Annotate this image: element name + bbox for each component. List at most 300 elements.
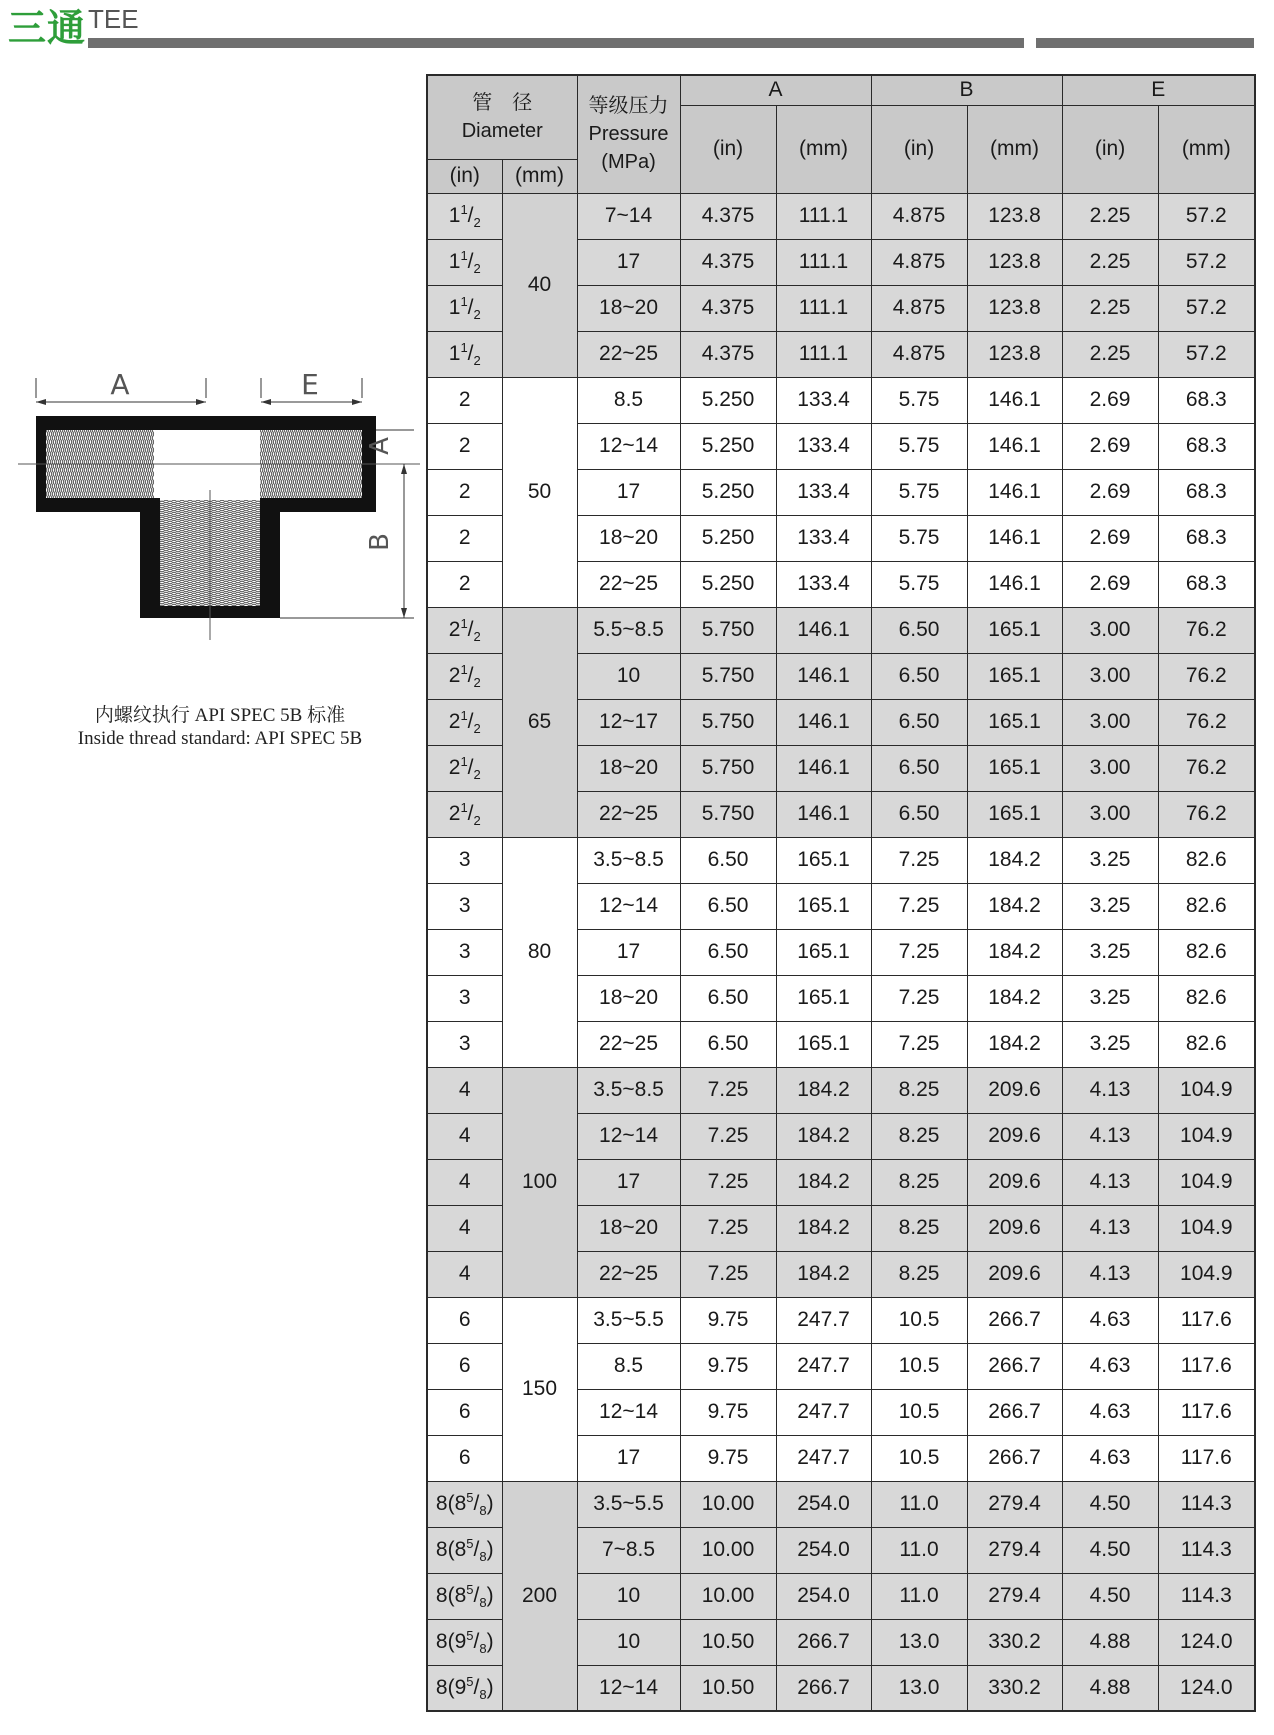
cell-b-mm: 279.4 bbox=[967, 1573, 1062, 1619]
cell-b-mm: 184.2 bbox=[967, 929, 1062, 975]
cell-b-mm: 184.2 bbox=[967, 1021, 1062, 1067]
cell-a-mm: 165.1 bbox=[776, 975, 871, 1021]
cell-e-mm: 82.6 bbox=[1158, 1021, 1255, 1067]
size-in-whole: 8(9 bbox=[435, 1629, 467, 1653]
cell-size-mm: 40 bbox=[502, 193, 577, 377]
header-a: A bbox=[680, 75, 871, 105]
cell-a-mm: 165.1 bbox=[776, 929, 871, 975]
cell-a-in: 6.50 bbox=[680, 837, 776, 883]
cell-p: 7~14 bbox=[577, 193, 680, 239]
cell-e-in: 2.25 bbox=[1062, 193, 1158, 239]
cell-p: 10 bbox=[577, 1573, 680, 1619]
cell-e-mm: 117.6 bbox=[1158, 1435, 1255, 1481]
tee-body bbox=[36, 416, 376, 618]
cell-p: 17 bbox=[577, 1159, 680, 1205]
cell-a-in: 5.250 bbox=[680, 469, 776, 515]
cell-b-mm: 209.6 bbox=[967, 1067, 1062, 1113]
cell-e-in: 4.13 bbox=[1062, 1251, 1158, 1297]
header-rule bbox=[88, 38, 1024, 48]
cell-b-in: 8.25 bbox=[871, 1113, 967, 1159]
cell-e-in: 4.50 bbox=[1062, 1573, 1158, 1619]
size-in-denominator: 2 bbox=[473, 215, 481, 231]
cell-a-mm: 247.7 bbox=[776, 1389, 871, 1435]
cell-e-mm: 104.9 bbox=[1158, 1113, 1255, 1159]
size-in-numerator: 5 bbox=[466, 1627, 474, 1643]
cell-b-mm: 165.1 bbox=[967, 653, 1062, 699]
cell-e-mm: 117.6 bbox=[1158, 1389, 1255, 1435]
header-diameter-mm: (mm) bbox=[502, 159, 577, 193]
dimension-label-a-side: A bbox=[365, 437, 395, 455]
size-in-whole: 2 bbox=[458, 388, 471, 411]
cell-e-mm: 68.3 bbox=[1158, 377, 1255, 423]
cell-a-mm: 184.2 bbox=[776, 1205, 871, 1251]
size-in-denominator: 8 bbox=[479, 1641, 487, 1657]
cell-b-in: 11.0 bbox=[871, 1527, 967, 1573]
cell-e-in: 4.50 bbox=[1062, 1527, 1158, 1573]
cell-a-mm: 111.1 bbox=[776, 239, 871, 285]
cell-size-in bbox=[427, 1159, 502, 1205]
cell-e-in: 3.00 bbox=[1062, 607, 1158, 653]
cell-p: 22~25 bbox=[577, 331, 680, 377]
size-in-whole: 6 bbox=[458, 1400, 471, 1423]
size-in-whole: 1 bbox=[448, 249, 461, 273]
size-in-whole: 2 bbox=[448, 709, 461, 733]
cell-e-mm: 82.6 bbox=[1158, 929, 1255, 975]
cell-b-mm: 209.6 bbox=[967, 1251, 1062, 1297]
size-in-denominator: 2 bbox=[473, 767, 481, 783]
cell-p: 5.5~8.5 bbox=[577, 607, 680, 653]
size-in-whole: 3 bbox=[458, 894, 471, 917]
cell-a-mm: 184.2 bbox=[776, 1251, 871, 1297]
size-in-tail: ) bbox=[486, 1491, 494, 1515]
header-a-mm: (mm) bbox=[776, 105, 871, 193]
caption-cn: 内螺纹执行 API SPEC 5B 标准 bbox=[94, 705, 346, 726]
cell-a-in: 4.375 bbox=[680, 239, 776, 285]
cell-b-in: 10.5 bbox=[871, 1389, 967, 1435]
cell-p: 17 bbox=[577, 469, 680, 515]
cell-e-mm: 68.3 bbox=[1158, 423, 1255, 469]
cell-p: 18~20 bbox=[577, 1205, 680, 1251]
cell-a-mm: 247.7 bbox=[776, 1343, 871, 1389]
size-in-whole: 2 bbox=[458, 526, 471, 549]
size-in-whole: 3 bbox=[458, 848, 471, 871]
cell-p: 22~25 bbox=[577, 1251, 680, 1297]
cell-b-mm: 165.1 bbox=[967, 745, 1062, 791]
cell-e-mm: 82.6 bbox=[1158, 975, 1255, 1021]
cell-size-mm: 200 bbox=[502, 1481, 577, 1711]
cell-p: 12~14 bbox=[577, 1389, 680, 1435]
cell-e-in: 4.63 bbox=[1062, 1435, 1158, 1481]
cell-b-mm: 165.1 bbox=[967, 607, 1062, 653]
size-in-numerator: 1 bbox=[460, 661, 468, 677]
cell-size-in: $8(9^5/_8)$ bbox=[427, 1665, 502, 1711]
cell-b-in: 11.0 bbox=[871, 1573, 967, 1619]
size-in-denominator: 2 bbox=[473, 813, 481, 829]
cell-size-mm: 80 bbox=[502, 837, 577, 1067]
cell-e-mm: 117.6 bbox=[1158, 1297, 1255, 1343]
cell-b-in: 4.875 bbox=[871, 193, 967, 239]
cell-a-in: 9.75 bbox=[680, 1343, 776, 1389]
header-b-in: (in) bbox=[871, 105, 967, 193]
cell-e-mm: 76.2 bbox=[1158, 745, 1255, 791]
cell-b-mm: 123.8 bbox=[967, 193, 1062, 239]
cell-a-mm: 146.1 bbox=[776, 791, 871, 837]
cell-b-in: 10.5 bbox=[871, 1343, 967, 1389]
cell-size-in bbox=[427, 423, 502, 469]
cell-b-in: 4.875 bbox=[871, 285, 967, 331]
size-in-denominator: 2 bbox=[473, 261, 481, 277]
dimension-label-a: A bbox=[110, 368, 130, 401]
cell-e-mm: 57.2 bbox=[1158, 331, 1255, 377]
cell-e-in: 2.25 bbox=[1062, 239, 1158, 285]
cell-a-mm: 146.1 bbox=[776, 607, 871, 653]
cell-b-mm: 123.8 bbox=[967, 285, 1062, 331]
cell-b-mm: 279.4 bbox=[967, 1481, 1062, 1527]
header-diameter-in: (in) bbox=[427, 159, 502, 193]
cell-a-mm: 111.1 bbox=[776, 193, 871, 239]
cell-e-in: 4.13 bbox=[1062, 1159, 1158, 1205]
size-in-denominator: 8 bbox=[479, 1549, 487, 1565]
cell-a-in: 7.25 bbox=[680, 1205, 776, 1251]
size-in-whole: 6 bbox=[458, 1308, 471, 1331]
cell-p: 3.5~8.5 bbox=[577, 1067, 680, 1113]
cell-p: 3.5~8.5 bbox=[577, 837, 680, 883]
cell-b-mm: 330.2 bbox=[967, 1665, 1062, 1711]
cell-b-in: 5.75 bbox=[871, 515, 967, 561]
cell-e-mm: 76.2 bbox=[1158, 607, 1255, 653]
cell-a-in: 7.25 bbox=[680, 1113, 776, 1159]
cell-e-mm: 114.3 bbox=[1158, 1527, 1255, 1573]
cell-b-mm: 209.6 bbox=[967, 1113, 1062, 1159]
cell-size-in bbox=[427, 1251, 502, 1297]
cell-a-mm: 146.1 bbox=[776, 745, 871, 791]
size-in-numerator: 5 bbox=[466, 1489, 474, 1505]
size-in-whole: 1 bbox=[448, 341, 461, 365]
cell-size-in: $2^1/_2$ bbox=[427, 699, 502, 745]
size-in-numerator: 5 bbox=[466, 1673, 474, 1689]
cell-a-in: 6.50 bbox=[680, 1021, 776, 1067]
cell-a-mm: 184.2 bbox=[776, 1159, 871, 1205]
size-in-numerator: 1 bbox=[460, 293, 468, 309]
cell-e-in: 2.25 bbox=[1062, 285, 1158, 331]
cell-e-mm: 104.9 bbox=[1158, 1205, 1255, 1251]
size-in-whole: 2 bbox=[448, 801, 461, 825]
cell-size-mm: 100 bbox=[502, 1067, 577, 1297]
cell-e-in: 3.25 bbox=[1062, 883, 1158, 929]
header-diameter-cn: 管 径 bbox=[472, 92, 533, 115]
cell-size-in bbox=[427, 975, 502, 1021]
cell-p: 10 bbox=[577, 1619, 680, 1665]
cell-a-in: 4.375 bbox=[680, 285, 776, 331]
cell-size-in: $1^1/_2$ bbox=[427, 285, 502, 331]
cell-a-in: 6.50 bbox=[680, 883, 776, 929]
cell-a-mm: 111.1 bbox=[776, 331, 871, 377]
size-in-whole: 4 bbox=[458, 1170, 471, 1193]
cell-size-in bbox=[427, 883, 502, 929]
cell-a-in: 10.00 bbox=[680, 1527, 776, 1573]
header-pressure bbox=[577, 75, 680, 193]
cell-e-in: 2.69 bbox=[1062, 469, 1158, 515]
cell-p: 22~25 bbox=[577, 561, 680, 607]
cell-b-mm: 146.1 bbox=[967, 515, 1062, 561]
cell-a-mm: 133.4 bbox=[776, 561, 871, 607]
size-in-numerator: 1 bbox=[460, 753, 468, 769]
cell-b-in: 4.875 bbox=[871, 331, 967, 377]
cell-a-mm: 165.1 bbox=[776, 883, 871, 929]
cell-e-mm: 68.3 bbox=[1158, 469, 1255, 515]
cell-a-in: 7.25 bbox=[680, 1067, 776, 1113]
cell-p: 8.5 bbox=[577, 377, 680, 423]
cell-b-in: 6.50 bbox=[871, 607, 967, 653]
cell-e-in: 4.13 bbox=[1062, 1067, 1158, 1113]
cell-p: 7~8.5 bbox=[577, 1527, 680, 1573]
cell-p: 17 bbox=[577, 239, 680, 285]
cell-a-mm: 146.1 bbox=[776, 699, 871, 745]
size-in-whole: 1 bbox=[448, 295, 461, 319]
cell-b-in: 5.75 bbox=[871, 561, 967, 607]
size-in-numerator: 1 bbox=[460, 615, 468, 631]
cell-a-in: 5.250 bbox=[680, 515, 776, 561]
cell-b-in: 6.50 bbox=[871, 653, 967, 699]
cell-e-mm: 114.3 bbox=[1158, 1573, 1255, 1619]
header-b: B bbox=[871, 75, 1062, 105]
size-in-denominator: 2 bbox=[473, 629, 481, 645]
header-e-in: (in) bbox=[1062, 105, 1158, 193]
spec-table-body bbox=[427, 193, 1255, 1711]
cell-e-in: 3.00 bbox=[1062, 791, 1158, 837]
header-e: E bbox=[1062, 75, 1255, 105]
cell-b-mm: 266.7 bbox=[967, 1343, 1062, 1389]
cell-size-in bbox=[427, 1021, 502, 1067]
cell-size-in bbox=[427, 1343, 502, 1389]
cell-b-in: 7.25 bbox=[871, 1021, 967, 1067]
size-in-whole: 2 bbox=[458, 572, 471, 595]
cell-e-mm: 57.2 bbox=[1158, 285, 1255, 331]
cell-b-in: 5.75 bbox=[871, 377, 967, 423]
cell-e-in: 3.00 bbox=[1062, 699, 1158, 745]
size-in-whole: 2 bbox=[448, 617, 461, 641]
cell-b-in: 8.25 bbox=[871, 1205, 967, 1251]
cell-e-in: 4.13 bbox=[1062, 1205, 1158, 1251]
cell-a-in: 5.250 bbox=[680, 561, 776, 607]
cell-e-mm: 117.6 bbox=[1158, 1343, 1255, 1389]
cell-p: 12~14 bbox=[577, 1665, 680, 1711]
cell-e-in: 4.63 bbox=[1062, 1389, 1158, 1435]
cell-a-in: 9.75 bbox=[680, 1297, 776, 1343]
cell-size-in bbox=[427, 561, 502, 607]
size-in-numerator: 1 bbox=[460, 247, 468, 263]
size-in-numerator: 1 bbox=[460, 339, 468, 355]
cell-a-in: 7.25 bbox=[680, 1251, 776, 1297]
cell-b-mm: 146.1 bbox=[967, 469, 1062, 515]
cell-b-mm: 165.1 bbox=[967, 791, 1062, 837]
size-in-whole: 3 bbox=[458, 940, 471, 963]
cell-b-mm: 146.1 bbox=[967, 377, 1062, 423]
cell-p: 17 bbox=[577, 1435, 680, 1481]
size-in-tail: ) bbox=[486, 1675, 494, 1699]
cell-p: 8.5 bbox=[577, 1343, 680, 1389]
cell-a-in: 7.25 bbox=[680, 1159, 776, 1205]
cell-size-in bbox=[427, 1435, 502, 1481]
cell-size-in bbox=[427, 1389, 502, 1435]
cell-b-mm: 266.7 bbox=[967, 1389, 1062, 1435]
caption-en: Inside thread standard: API SPEC 5B bbox=[77, 728, 363, 749]
size-in-denominator: 8 bbox=[479, 1686, 487, 1702]
cell-a-mm: 266.7 bbox=[776, 1665, 871, 1711]
cell-e-mm: 124.0 bbox=[1158, 1619, 1255, 1665]
size-in-denominator: 2 bbox=[473, 675, 481, 691]
cell-b-in: 11.0 bbox=[871, 1481, 967, 1527]
size-in-denominator: 8 bbox=[479, 1595, 487, 1611]
cell-b-mm: 123.8 bbox=[967, 239, 1062, 285]
header-diameter bbox=[427, 75, 577, 159]
cell-a-in: 5.750 bbox=[680, 791, 776, 837]
cell-b-mm: 330.2 bbox=[967, 1619, 1062, 1665]
cell-a-mm: 133.4 bbox=[776, 377, 871, 423]
cell-a-in: 6.50 bbox=[680, 929, 776, 975]
cell-e-in: 4.63 bbox=[1062, 1297, 1158, 1343]
cell-size-in: $1^1/_2$ bbox=[427, 239, 502, 285]
cell-e-mm: 76.2 bbox=[1158, 699, 1255, 745]
cell-e-in: 2.25 bbox=[1062, 331, 1158, 377]
cell-b-mm: 279.4 bbox=[967, 1527, 1062, 1573]
cell-e-in: 4.63 bbox=[1062, 1343, 1158, 1389]
cell-b-mm: 266.7 bbox=[967, 1435, 1062, 1481]
size-in-whole: 6 bbox=[458, 1354, 471, 1377]
cell-size-in bbox=[427, 1205, 502, 1251]
cell-size-in bbox=[427, 515, 502, 561]
size-in-whole: 4 bbox=[458, 1078, 471, 1101]
cell-p: 22~25 bbox=[577, 791, 680, 837]
cell-p: 18~20 bbox=[577, 745, 680, 791]
cell-b-in: 7.25 bbox=[871, 883, 967, 929]
cell-b-mm: 184.2 bbox=[967, 975, 1062, 1021]
cell-p: 22~25 bbox=[577, 1021, 680, 1067]
cell-b-in: 7.25 bbox=[871, 837, 967, 883]
size-in-whole: 8(8 bbox=[435, 1491, 467, 1515]
cell-size-in: $2^1/_2$ bbox=[427, 745, 502, 791]
cell-a-mm: 247.7 bbox=[776, 1297, 871, 1343]
table-row bbox=[427, 1297, 1255, 1343]
size-in-whole: 6 bbox=[458, 1446, 471, 1469]
cell-size-in: $8(8^5/_8)$ bbox=[427, 1481, 502, 1527]
cell-b-in: 5.75 bbox=[871, 423, 967, 469]
size-in-whole: 3 bbox=[458, 1032, 471, 1055]
cell-p: 18~20 bbox=[577, 515, 680, 561]
header-e-mm: (mm) bbox=[1158, 105, 1255, 193]
cell-a-in: 5.750 bbox=[680, 653, 776, 699]
cell-b-in: 10.5 bbox=[871, 1435, 967, 1481]
cell-b-mm: 266.7 bbox=[967, 1297, 1062, 1343]
size-in-whole: 1 bbox=[448, 203, 461, 227]
size-in-numerator: 1 bbox=[460, 799, 468, 815]
table-row bbox=[427, 193, 1255, 239]
size-in-denominator: 2 bbox=[473, 353, 481, 369]
cell-e-mm: 57.2 bbox=[1158, 239, 1255, 285]
table-row bbox=[427, 1067, 1255, 1113]
cell-a-in: 6.50 bbox=[680, 975, 776, 1021]
size-in-denominator: 2 bbox=[473, 721, 481, 737]
size-in-whole: 2 bbox=[458, 434, 471, 457]
size-in-numerator: 5 bbox=[466, 1581, 474, 1597]
cell-b-mm: 146.1 bbox=[967, 561, 1062, 607]
cell-a-mm: 184.2 bbox=[776, 1113, 871, 1159]
cell-size-in: $2^1/_2$ bbox=[427, 791, 502, 837]
cell-e-in: 4.88 bbox=[1062, 1619, 1158, 1665]
size-in-whole: 4 bbox=[458, 1216, 471, 1239]
cell-p: 12~14 bbox=[577, 1113, 680, 1159]
cell-size-mm: 65 bbox=[502, 607, 577, 837]
cell-a-in: 9.75 bbox=[680, 1389, 776, 1435]
cell-size-mm: 150 bbox=[502, 1297, 577, 1481]
size-in-denominator: 8 bbox=[479, 1503, 487, 1519]
cell-e-mm: 76.2 bbox=[1158, 791, 1255, 837]
cell-a-in: 5.250 bbox=[680, 377, 776, 423]
cell-e-mm: 82.6 bbox=[1158, 837, 1255, 883]
cell-size-in bbox=[427, 469, 502, 515]
cell-e-mm: 104.9 bbox=[1158, 1159, 1255, 1205]
size-in-numerator: 5 bbox=[466, 1535, 474, 1551]
header-pressure-unit: (MPa) bbox=[601, 151, 656, 174]
header-pressure-cn: 等级压力 bbox=[588, 95, 669, 118]
cell-e-mm: 57.2 bbox=[1158, 193, 1255, 239]
cell-e-in: 2.69 bbox=[1062, 377, 1158, 423]
table-row bbox=[427, 1481, 1255, 1527]
size-in-denominator: 2 bbox=[473, 307, 481, 323]
size-in-tail: ) bbox=[486, 1629, 494, 1653]
cell-a-in: 5.750 bbox=[680, 745, 776, 791]
cell-e-in: 2.69 bbox=[1062, 561, 1158, 607]
cell-b-in: 10.5 bbox=[871, 1297, 967, 1343]
cell-b-in: 8.25 bbox=[871, 1159, 967, 1205]
header-rule-short bbox=[1036, 38, 1254, 48]
cell-e-in: 4.13 bbox=[1062, 1113, 1158, 1159]
size-in-whole: 4 bbox=[458, 1124, 471, 1147]
dimension-e bbox=[261, 368, 362, 405]
cell-a-mm: 247.7 bbox=[776, 1435, 871, 1481]
size-in-whole: 8(9 bbox=[435, 1675, 467, 1699]
cell-a-mm: 254.0 bbox=[776, 1481, 871, 1527]
cell-a-in: 10.00 bbox=[680, 1481, 776, 1527]
cell-size-in: $2^1/_2$ bbox=[427, 653, 502, 699]
cell-a-in: 5.250 bbox=[680, 423, 776, 469]
cell-p: 18~20 bbox=[577, 975, 680, 1021]
cell-b-in: 6.50 bbox=[871, 745, 967, 791]
cell-size-in bbox=[427, 837, 502, 883]
cell-size-in: $1^1/_2$ bbox=[427, 193, 502, 239]
cell-a-in: 5.750 bbox=[680, 607, 776, 653]
cell-p: 17 bbox=[577, 929, 680, 975]
cell-b-in: 7.25 bbox=[871, 929, 967, 975]
cell-e-in: 4.50 bbox=[1062, 1481, 1158, 1527]
cell-e-mm: 68.3 bbox=[1158, 561, 1255, 607]
cell-b-in: 5.75 bbox=[871, 469, 967, 515]
cell-size-in bbox=[427, 1067, 502, 1113]
cell-size-in: $8(9^5/_8)$ bbox=[427, 1619, 502, 1665]
cell-p: 12~14 bbox=[577, 883, 680, 929]
dimension-label-b: B bbox=[365, 533, 395, 551]
cell-b-in: 13.0 bbox=[871, 1665, 967, 1711]
cell-e-mm: 124.0 bbox=[1158, 1665, 1255, 1711]
cell-e-in: 2.69 bbox=[1062, 515, 1158, 561]
size-in-whole: 2 bbox=[448, 755, 461, 779]
cell-b-mm: 165.1 bbox=[967, 699, 1062, 745]
cell-e-mm: 76.2 bbox=[1158, 653, 1255, 699]
tee-spec-table bbox=[426, 74, 1256, 1712]
header-pressure-en: Pressure bbox=[588, 123, 669, 146]
cell-e-in: 4.88 bbox=[1062, 1665, 1158, 1711]
header-a-in: (in) bbox=[680, 105, 776, 193]
